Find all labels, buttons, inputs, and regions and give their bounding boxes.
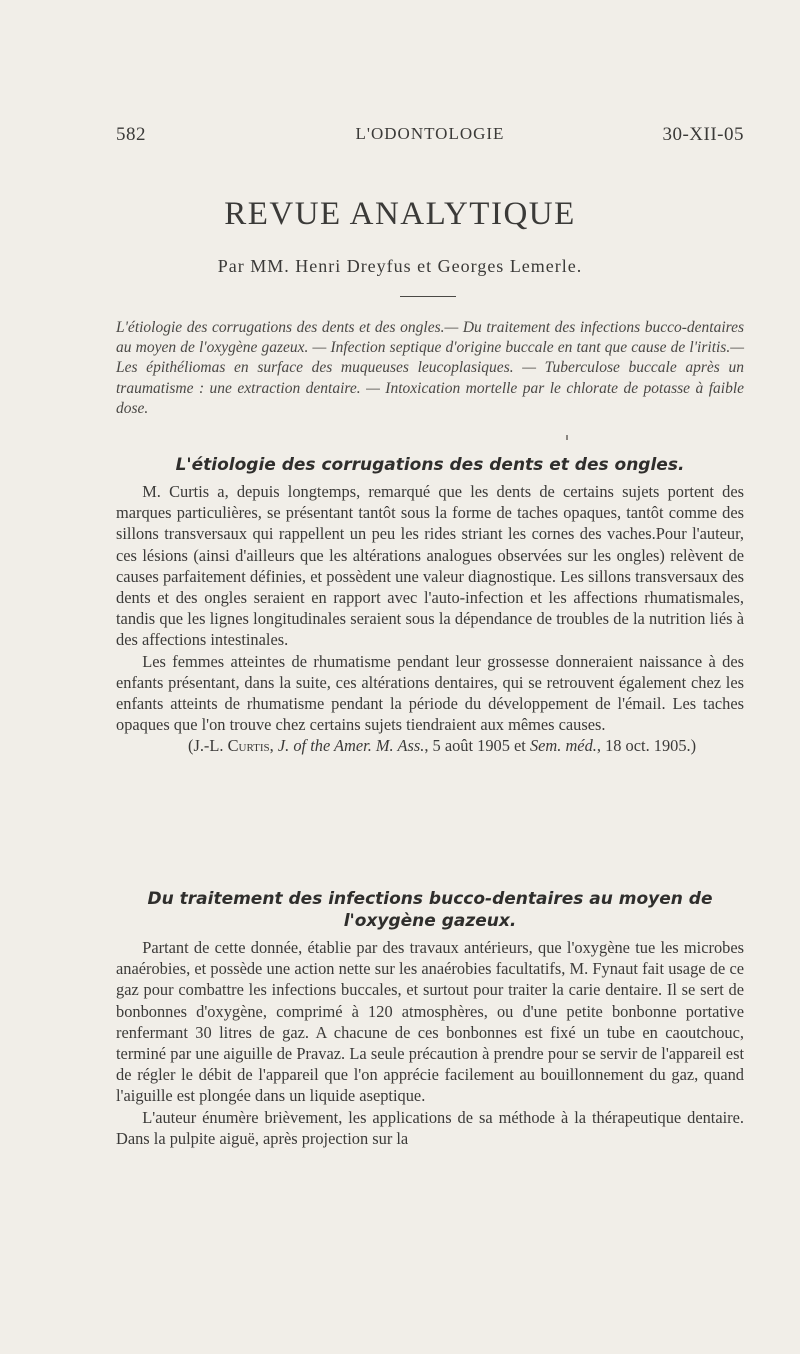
article-summary: L'étiologie des corrugations des dents et des ongles.— Du traitement des infections bucco-dentaires au moyen de l'oxygène gazeux. — Infection septique d'origine buccale en tant que cause de l'iritis.— Les épithéliomas en surface des muqueuses leucoplasiques. — Tuberculose buccale après un traumatisme : une extraction dentaire. — Intoxication mortelle par le chlorate de potasse à faible dose.	[116, 319, 744, 417]
paragraph: L'auteur énumère brièvement, les applications de sa méthode à la thérapeutique dentaire. Dans la pulpite aiguë, après projection sur la	[116, 1107, 744, 1148]
running-head	[116, 124, 744, 154]
journal-title: L'ODONTOLOGIE	[355, 124, 505, 143]
paragraph: M. Curtis a, depuis longtemps, remarqué que les dents de certains sujets portent des marques particulières, se présentant tantôt sous la forme de taches opaques, tantôt comme des sillons transversaux qui rappellent un peu les rides striant les cornes des vaches.Pour l'auteur, ces lésions (ainsi d'ailleurs que les altérations analogues observées sur les ongles) relèvent de causes parfaitement définies, et possèdent une valeur diagnostique. Les sillons transversaux des dents et des ongles seraient en rapport avec l'auto-infection et les affections rhumatismales, tandis que les lignes longitudinales seraient sous la dépendance de troubles de la nutrition liés à des affections intestinales.	[116, 482, 744, 650]
section-heading-corrugations: L'étiologie des corrugations des dents et des ongles.	[175, 455, 685, 475]
print-speck	[566, 435, 568, 440]
citation	[116, 735, 744, 756]
paragraph: Les femmes atteintes de rhumatisme pendant leur grossesse donneraient naissance à des enfants présentant, dans la suite, ces altérations dentaires, qui se retrouvent également chez les enfants atteints de rhumatisme pendant la période du développement de l'émail. Les taches opaques que l'on trouve chez certains sujets tiendraient aux mêmes causes.	[116, 651, 744, 735]
section-body-corrugations	[116, 481, 744, 757]
issue-date: 30-XII-05	[662, 124, 744, 145]
citation-open: (J.-L.	[188, 736, 228, 756]
paragraph: Partant de cette donnée, établie par des travaux antérieurs, que l'oxygène tue les microbes anaérobies, et possède une action nette sur les anaérobies facultatifs, M. Fynaut fait usage de ce gaz pour combattre les infections buccales, et surtout pour traiter la carie dentaire. Il se sert de bonbonnes d'oxygène, comprimé à 120 atmosphères, ou d'une petite bonbonne portative renfermant 30 litres de gaz. A chacune de ces bonbonnes est fixé un tube en caoutchouc, terminé par une aiguille de Pravaz. La seule précaution à prendre pour se servir de l'appareil est de régler le débit de l'appareil que l'on apprécie facilement au bouillonnement du gaz, quand l'aiguille est plongée dans un liquide aseptique.	[116, 938, 744, 1106]
section-body-oxygen	[116, 937, 744, 1149]
title-divider	[400, 296, 456, 297]
section-heading-oxygen: Du traitement des infections bucco-dentaires au moyen de l'oxygène gazeux.	[147, 889, 713, 931]
citation-sep: ,	[269, 736, 278, 756]
citation-date: , 5 août 1905 et	[424, 736, 530, 756]
citation-close: , 18 oct. 1905.)	[596, 736, 697, 756]
article-authors: Par MM. Henri Dreyfus et Georges Lemerle.	[217, 256, 583, 276]
page-number: 582	[116, 124, 146, 145]
article-title: REVUE ANALYTIQUE	[224, 196, 576, 232]
citation-author: Curtis	[227, 736, 270, 756]
citation-journal-2: Sem. méd.	[529, 736, 597, 756]
citation-journal: J. of the Amer. M. Ass.	[277, 736, 425, 756]
